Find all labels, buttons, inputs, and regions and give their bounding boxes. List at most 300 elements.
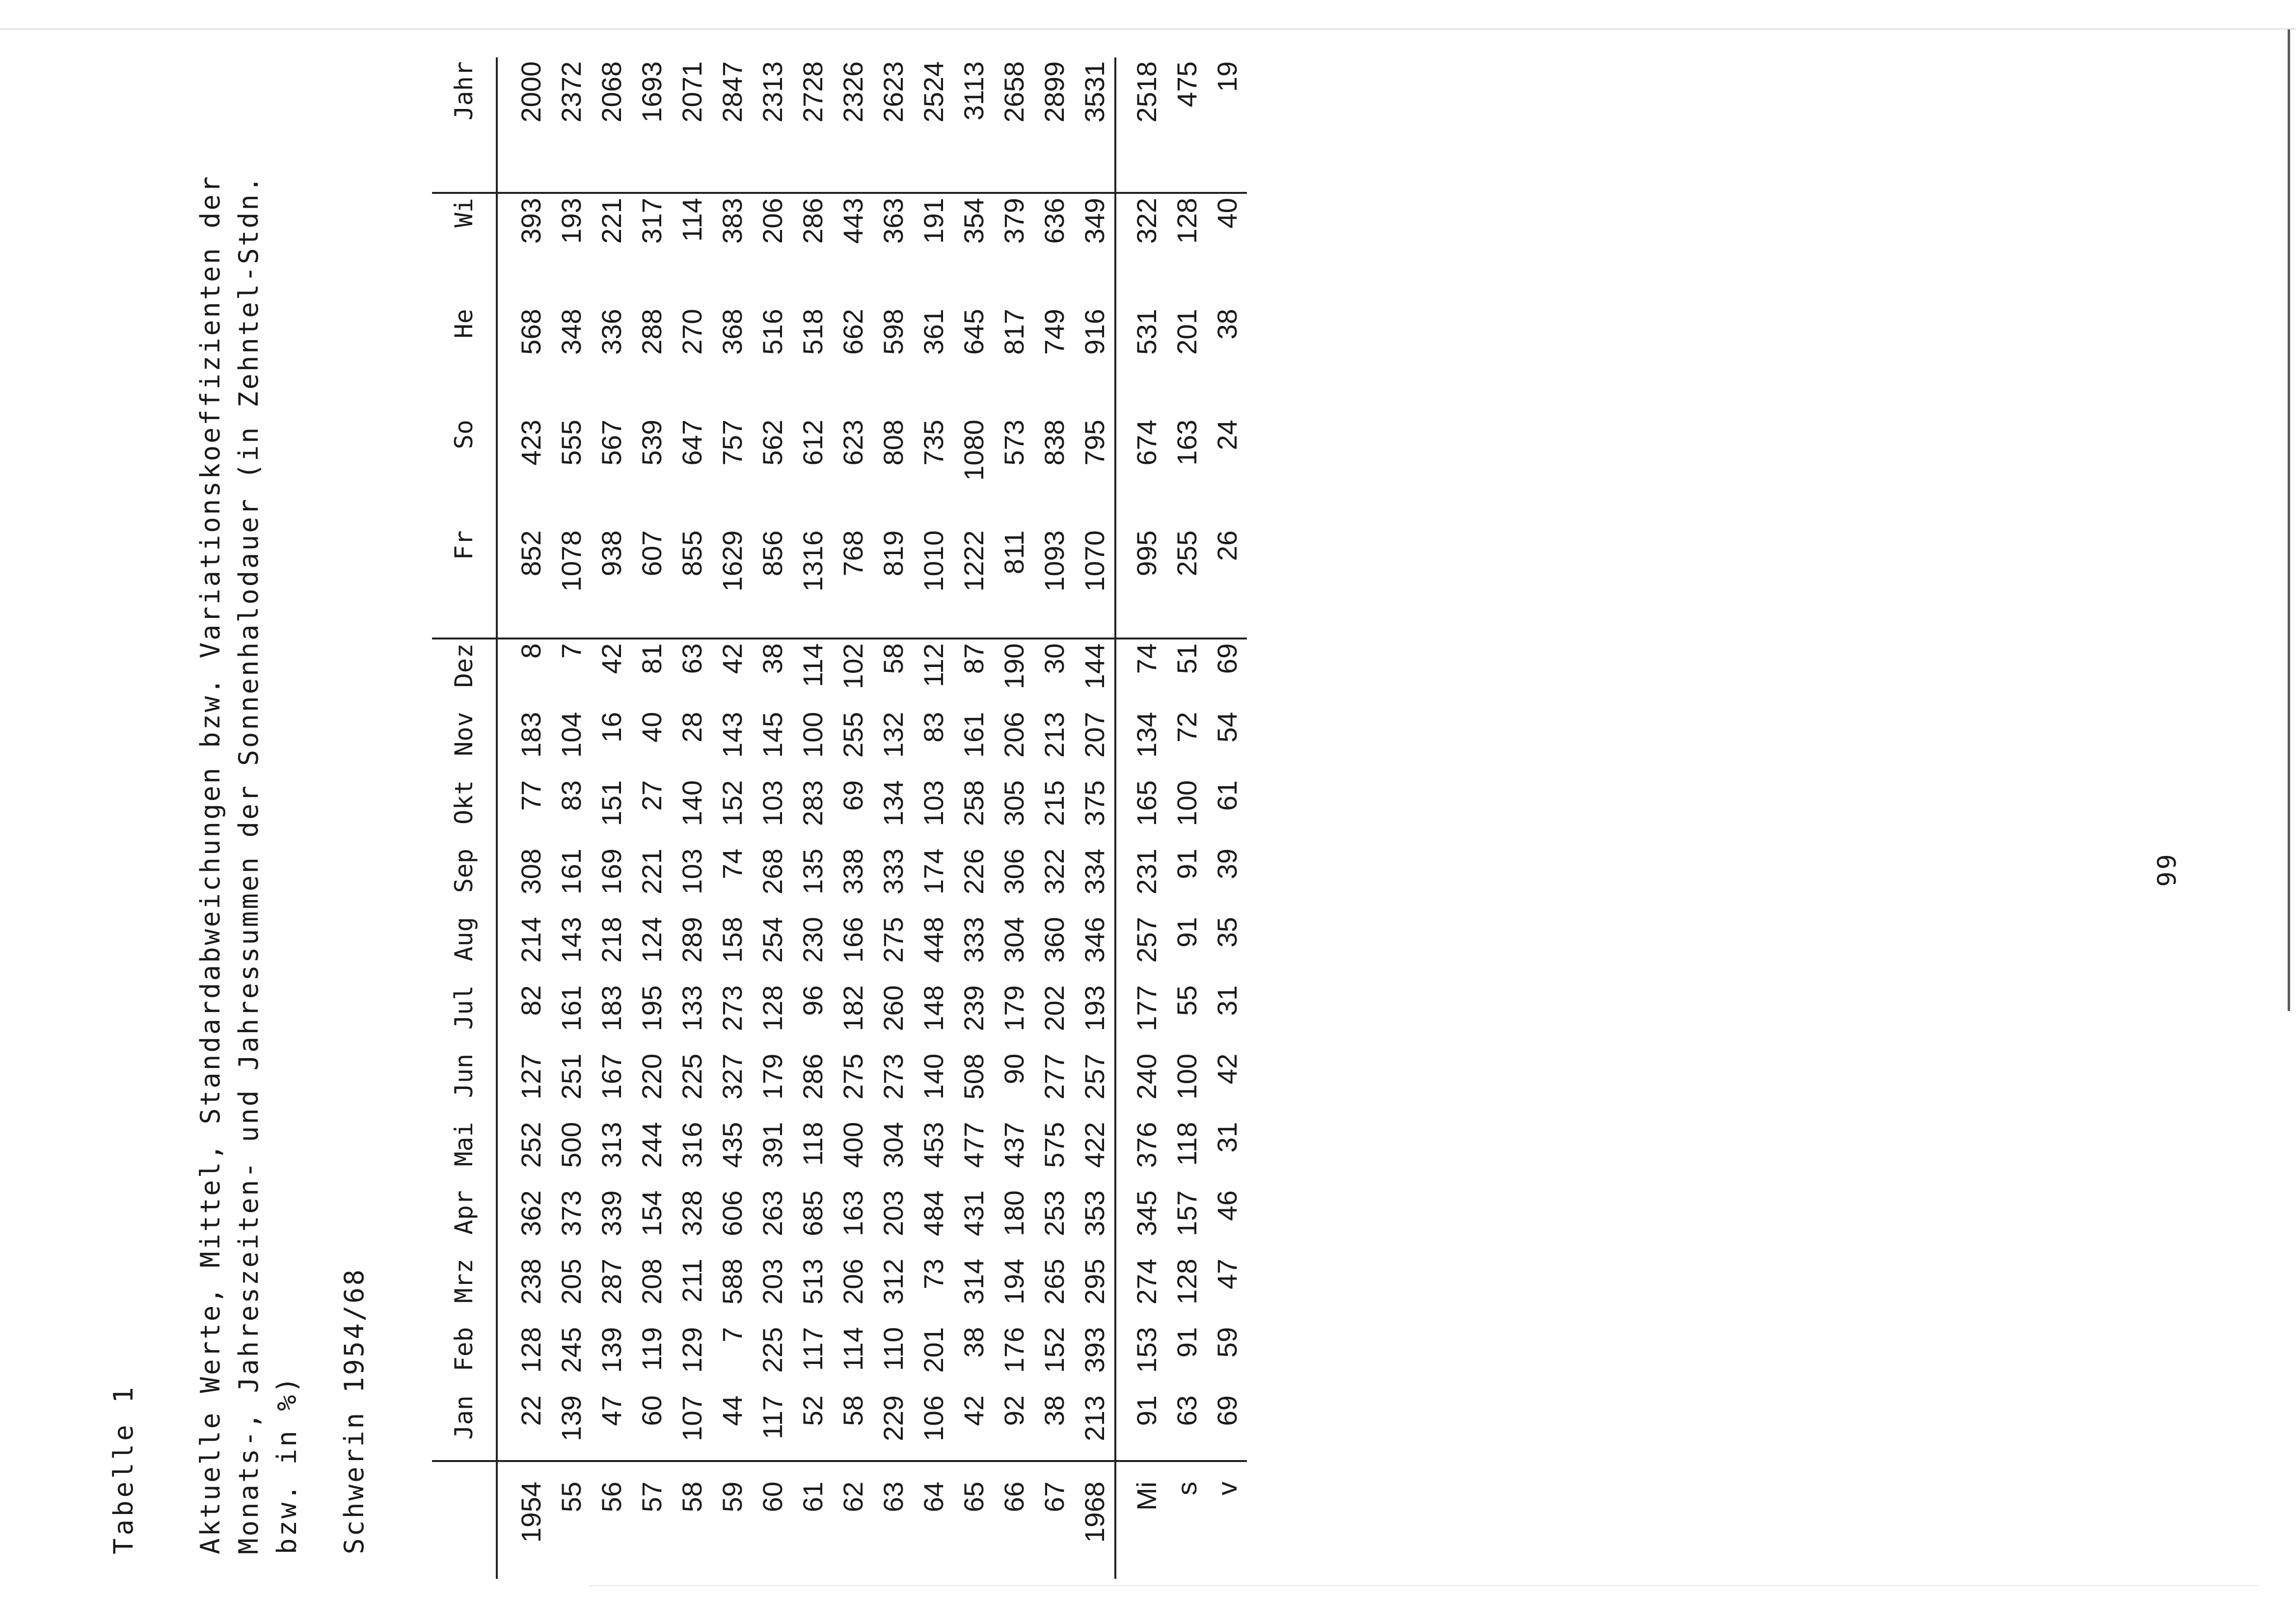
- value-cell: 100: [797, 712, 828, 758]
- value-cell: 346: [1079, 917, 1110, 963]
- value-cell: 143: [555, 917, 587, 963]
- value-cell: 161: [555, 849, 587, 895]
- value-cell: 153: [1115, 1323, 1166, 1391]
- value-cell: 245: [555, 1327, 587, 1373]
- value-cell: 27: [636, 780, 667, 811]
- value-cell: 38: [1038, 1395, 1070, 1426]
- column-header-mai: Mai: [432, 1118, 497, 1186]
- table-row: [672, 57, 712, 1579]
- column-header-sep: Sep: [432, 845, 497, 913]
- value-cell: 379: [998, 198, 1029, 244]
- value-cell: 2658: [994, 57, 1034, 193]
- table-row: [913, 57, 953, 1579]
- column-header-he: He: [432, 305, 497, 416]
- value-cell: 103: [676, 849, 707, 895]
- value-cell: 35: [1211, 917, 1243, 948]
- value-cell: 354: [958, 198, 989, 244]
- row-label: v: [1207, 1461, 1247, 1579]
- table-row: [873, 57, 913, 1579]
- value-cell: 539: [636, 420, 667, 466]
- value-cell: 177: [1115, 982, 1166, 1050]
- value-cell: 117: [797, 1327, 828, 1371]
- value-cell: 51: [1171, 643, 1202, 674]
- value-cell: 443: [837, 198, 868, 244]
- value-cell: 606: [716, 1190, 748, 1236]
- value-cell: 42: [595, 643, 627, 674]
- value-cell: 361: [918, 309, 949, 355]
- row-label: 58: [672, 1461, 712, 1579]
- value-cell: 218: [595, 917, 627, 963]
- value-cell: 201: [1171, 309, 1202, 355]
- value-cell: 393: [515, 198, 546, 244]
- value-cell: 154: [636, 1190, 667, 1236]
- value-cell: 283: [797, 780, 828, 826]
- table-row: [712, 57, 752, 1579]
- value-cell: 100: [1171, 780, 1202, 826]
- value-cell: 562: [756, 420, 788, 466]
- sunshine-halo-table: [432, 57, 1247, 1579]
- value-cell: 368: [716, 309, 748, 355]
- value-cell: 63: [1171, 1395, 1202, 1426]
- value-cell: 254: [756, 917, 788, 963]
- value-cell: 598: [877, 309, 909, 355]
- value-cell: 306: [998, 849, 1029, 895]
- value-cell: 255: [1166, 527, 1207, 639]
- value-cell: 114: [837, 1327, 868, 1371]
- value-cell: 31: [1211, 985, 1243, 1016]
- value-cell: 203: [756, 1258, 788, 1305]
- value-cell: 360: [1038, 917, 1070, 963]
- value-cell: 1693: [631, 57, 672, 193]
- value-cell: 313: [595, 1122, 627, 1168]
- caption-line: Aktuelle Werte, Mittel, Standardabweichungen bzw. Variationskoeffizienten der: [195, 174, 226, 1554]
- value-cell: 270: [676, 309, 707, 355]
- value-cell: 169: [595, 849, 627, 895]
- value-cell: 995: [1115, 527, 1166, 639]
- table-row: [631, 57, 672, 1579]
- value-cell: 44: [716, 1395, 748, 1426]
- row-label: 55: [551, 1461, 591, 1579]
- column-header-aug: Aug: [432, 913, 497, 981]
- value-cell: 518: [797, 309, 828, 355]
- row-label: 62: [833, 1461, 873, 1579]
- value-cell: 74: [716, 849, 748, 879]
- value-cell: 96: [797, 985, 828, 1016]
- value-cell: 165: [1115, 776, 1166, 845]
- value-cell: 47: [595, 1395, 627, 1426]
- table-row: [994, 57, 1034, 1579]
- value-cell: 274: [1115, 1255, 1166, 1323]
- value-cell: 206: [756, 198, 788, 244]
- value-cell: 588: [716, 1258, 748, 1305]
- table-row: [1034, 57, 1074, 1579]
- table-body: [497, 57, 1247, 1579]
- caption-line: Monats-, Jahreszeiten- und Jahressummen der Sonnenhalodauer (in Zehntel-Stdn.: [233, 174, 264, 1554]
- value-cell: 400: [837, 1122, 868, 1168]
- value-cell: 475: [1166, 57, 1207, 193]
- value-cell: 194: [998, 1258, 1029, 1305]
- value-cell: 312: [877, 1258, 909, 1305]
- table-label: Tabelle 1: [108, 1384, 139, 1554]
- value-cell: 376: [1115, 1118, 1166, 1186]
- value-cell: 856: [752, 527, 792, 639]
- column-header-so: So: [432, 416, 497, 527]
- value-cell: 163: [837, 1190, 868, 1236]
- caption-line: bzw. in %): [271, 1375, 302, 1554]
- value-cell: 749: [1038, 309, 1070, 355]
- column-header-jahr: Jahr: [432, 57, 497, 193]
- stats-row: [1166, 57, 1207, 1579]
- value-cell: 253: [1038, 1190, 1070, 1236]
- value-cell: 2623: [873, 57, 913, 193]
- value-cell: 129: [676, 1327, 707, 1373]
- value-cell: 2071: [672, 57, 712, 193]
- value-cell: 2899: [1034, 57, 1074, 193]
- value-cell: 114: [797, 643, 828, 688]
- value-cell: 225: [756, 1327, 788, 1373]
- row-label: s: [1166, 1461, 1207, 1579]
- value-cell: 179: [756, 1053, 788, 1100]
- value-cell: 304: [877, 1122, 909, 1168]
- value-cell: 336: [595, 309, 627, 355]
- value-cell: 191: [918, 198, 949, 244]
- row-label: 65: [953, 1461, 994, 1579]
- value-cell: 42: [1211, 1053, 1243, 1085]
- value-cell: 182: [837, 985, 868, 1032]
- value-cell: 251: [555, 1053, 587, 1100]
- value-cell: 206: [837, 1258, 868, 1305]
- value-cell: 183: [515, 712, 546, 758]
- year-column-header: [432, 1461, 497, 1579]
- value-cell: 916: [1079, 309, 1110, 355]
- value-cell: 2068: [591, 57, 631, 193]
- value-cell: 327: [716, 1053, 748, 1100]
- value-cell: 393: [1079, 1327, 1110, 1373]
- value-cell: 77: [515, 780, 546, 811]
- column-header-jul: Jul: [432, 982, 497, 1050]
- value-cell: 363: [877, 198, 909, 244]
- row-label: 61: [792, 1461, 833, 1579]
- value-cell: 852: [497, 527, 551, 639]
- value-cell: 124: [636, 917, 667, 963]
- value-cell: 435: [716, 1122, 748, 1168]
- value-cell: 103: [756, 780, 788, 826]
- row-label: 60: [752, 1461, 792, 1579]
- row-label: 64: [913, 1461, 953, 1579]
- table-row: [792, 57, 833, 1579]
- value-cell: 362: [515, 1190, 546, 1236]
- value-cell: 28: [676, 712, 707, 743]
- value-cell: 47: [1211, 1258, 1243, 1289]
- value-cell: 213: [1079, 1395, 1110, 1441]
- value-cell: 161: [958, 712, 989, 758]
- value-cell: 221: [595, 198, 627, 244]
- value-cell: 91: [1171, 1327, 1202, 1358]
- value-cell: 575: [1038, 1122, 1070, 1168]
- value-cell: 114: [676, 198, 707, 242]
- value-cell: 286: [797, 1053, 828, 1100]
- value-cell: 938: [591, 527, 631, 639]
- value-cell: 26: [1207, 527, 1247, 639]
- value-cell: 555: [555, 420, 587, 466]
- value-cell: 255: [837, 712, 868, 758]
- value-cell: 134: [877, 780, 909, 826]
- value-cell: 674: [1115, 416, 1166, 527]
- value-cell: 437: [998, 1122, 1029, 1168]
- value-cell: 373: [555, 1190, 587, 1236]
- value-cell: 176: [998, 1327, 1029, 1373]
- value-cell: 795: [1079, 420, 1110, 466]
- value-cell: 135: [797, 849, 828, 895]
- table-row: [497, 57, 551, 1579]
- value-cell: 104: [555, 712, 587, 758]
- value-cell: 573: [998, 420, 1029, 466]
- column-header-fr: Fr: [432, 527, 497, 639]
- row-label: Mi: [1115, 1461, 1166, 1579]
- value-cell: 287: [595, 1258, 627, 1305]
- value-cell: 167: [595, 1053, 627, 1100]
- value-cell: 42: [716, 643, 748, 674]
- value-cell: 305: [998, 780, 1029, 826]
- value-cell: 612: [797, 420, 828, 466]
- station-period: Schwerin 1954/68: [339, 1267, 370, 1554]
- value-cell: 339: [595, 1190, 627, 1236]
- value-cell: 90: [998, 1053, 1029, 1085]
- value-cell: 258: [958, 780, 989, 826]
- value-cell: 757: [716, 420, 748, 466]
- value-cell: 225: [676, 1053, 707, 1100]
- value-cell: 277: [1038, 1053, 1070, 1100]
- value-cell: 214: [515, 917, 546, 963]
- row-label: 56: [591, 1461, 631, 1579]
- value-cell: 152: [1038, 1327, 1070, 1373]
- value-cell: 163: [1171, 420, 1202, 466]
- value-cell: 134: [1115, 708, 1166, 776]
- value-cell: 275: [837, 1053, 868, 1100]
- value-cell: 128: [756, 985, 788, 1032]
- value-cell: 220: [636, 1053, 667, 1100]
- value-cell: 623: [837, 420, 868, 466]
- value-cell: 453: [918, 1122, 949, 1168]
- value-cell: 3113: [953, 57, 994, 193]
- value-cell: 69: [1211, 1395, 1243, 1426]
- value-cell: 817: [998, 309, 1029, 355]
- row-label: 63: [873, 1461, 913, 1579]
- value-cell: 252: [515, 1122, 546, 1168]
- value-cell: 161: [555, 985, 587, 1032]
- value-cell: 231: [1115, 845, 1166, 913]
- value-cell: 286: [797, 198, 828, 244]
- value-cell: 151: [595, 780, 627, 826]
- value-cell: 855: [672, 527, 712, 639]
- row-label: 1968: [1074, 1461, 1115, 1579]
- value-cell: 735: [918, 420, 949, 466]
- value-cell: 636: [1038, 198, 1070, 244]
- value-cell: 183: [595, 985, 627, 1032]
- value-cell: 240: [1115, 1050, 1166, 1118]
- value-cell: 273: [716, 985, 748, 1032]
- table-row: [1074, 57, 1115, 1579]
- value-cell: 38: [1211, 309, 1243, 340]
- value-cell: 72: [1171, 712, 1202, 743]
- value-cell: 174: [918, 849, 949, 895]
- row-label: 59: [712, 1461, 752, 1579]
- value-cell: 322: [1115, 193, 1166, 305]
- value-cell: 117: [756, 1395, 788, 1439]
- value-cell: 244: [636, 1122, 667, 1168]
- value-cell: 39: [1211, 849, 1243, 879]
- value-cell: 317: [636, 198, 667, 244]
- column-header-jun: Jun: [432, 1050, 497, 1118]
- value-cell: 273: [877, 1053, 909, 1100]
- value-cell: 516: [756, 309, 788, 355]
- value-cell: 808: [877, 420, 909, 466]
- value-cell: 38: [756, 643, 788, 674]
- value-cell: 308: [515, 849, 546, 895]
- value-cell: 647: [676, 420, 707, 466]
- value-cell: 322: [1038, 849, 1070, 895]
- value-cell: 81: [636, 643, 667, 674]
- value-cell: 607: [631, 527, 672, 639]
- value-cell: 58: [877, 643, 909, 674]
- value-cell: 91: [1171, 849, 1202, 879]
- column-header-jan: Jan: [432, 1391, 497, 1461]
- value-cell: 58: [837, 1395, 868, 1426]
- value-cell: 107: [676, 1395, 707, 1441]
- value-cell: 2847: [712, 57, 752, 193]
- value-cell: 230: [797, 917, 828, 963]
- value-cell: 2313: [752, 57, 792, 193]
- column-header-okt: Okt: [432, 776, 497, 845]
- value-cell: 91: [1171, 917, 1202, 948]
- header-row: [432, 57, 497, 1579]
- value-cell: 338: [837, 849, 868, 895]
- value-cell: 208: [636, 1258, 667, 1305]
- value-cell: 257: [1079, 1053, 1110, 1100]
- value-cell: 260: [877, 985, 909, 1032]
- value-cell: 295: [1079, 1258, 1110, 1305]
- column-header-mrz: Mrz: [432, 1255, 497, 1323]
- page-number: 99: [2153, 852, 2182, 887]
- value-cell: 63: [676, 643, 707, 674]
- value-cell: 46: [1211, 1190, 1243, 1221]
- value-cell: 73: [918, 1258, 949, 1289]
- value-cell: 19: [1207, 57, 1247, 193]
- value-cell: 448: [918, 917, 949, 963]
- value-cell: 145: [756, 712, 788, 758]
- value-cell: 345: [1115, 1186, 1166, 1254]
- value-cell: 3531: [1074, 57, 1115, 193]
- value-cell: 275: [877, 917, 909, 963]
- value-cell: 1093: [1034, 527, 1074, 639]
- value-cell: 180: [998, 1190, 1029, 1236]
- value-cell: 508: [958, 1053, 989, 1100]
- value-cell: 55: [1171, 985, 1202, 1016]
- value-cell: 1080: [958, 420, 989, 481]
- value-cell: 263: [756, 1190, 788, 1236]
- value-cell: 1316: [792, 527, 833, 639]
- value-cell: 112: [918, 643, 949, 688]
- value-cell: 334: [1079, 849, 1110, 895]
- value-cell: 662: [837, 309, 868, 355]
- value-cell: 513: [797, 1258, 828, 1305]
- value-cell: 202: [1038, 985, 1070, 1032]
- stats-row: [1115, 57, 1166, 1579]
- value-cell: 422: [1079, 1122, 1110, 1168]
- value-cell: 213: [1038, 712, 1070, 758]
- column-header-feb: Feb: [432, 1323, 497, 1391]
- value-cell: 118: [797, 1122, 828, 1166]
- value-cell: 132: [877, 712, 909, 758]
- value-cell: 239: [958, 985, 989, 1032]
- value-cell: 166: [837, 917, 868, 963]
- value-cell: 119: [636, 1327, 667, 1371]
- value-cell: 128: [1171, 1258, 1202, 1305]
- value-cell: 83: [918, 712, 949, 743]
- value-cell: 133: [676, 985, 707, 1032]
- value-cell: 257: [1115, 913, 1166, 981]
- value-cell: 383: [716, 198, 748, 244]
- value-cell: 40: [636, 712, 667, 743]
- value-cell: 567: [595, 420, 627, 466]
- value-cell: 158: [716, 917, 748, 963]
- value-cell: 531: [1115, 305, 1166, 416]
- value-cell: 268: [756, 849, 788, 895]
- value-cell: 1070: [1074, 527, 1115, 639]
- value-cell: 193: [1079, 985, 1110, 1032]
- value-cell: 42: [958, 1395, 989, 1426]
- value-cell: 2518: [1115, 57, 1166, 193]
- value-cell: 431: [958, 1190, 989, 1236]
- table-row: [752, 57, 792, 1579]
- value-cell: 221: [636, 849, 667, 895]
- value-cell: 203: [877, 1190, 909, 1236]
- value-cell: 40: [1211, 198, 1243, 229]
- value-cell: 265: [1038, 1258, 1070, 1305]
- value-cell: 211: [676, 1258, 707, 1303]
- value-cell: 314: [958, 1258, 989, 1305]
- value-cell: 143: [716, 712, 748, 758]
- value-cell: 140: [918, 1053, 949, 1100]
- value-cell: 1078: [551, 527, 591, 639]
- row-label: 66: [994, 1461, 1034, 1579]
- value-cell: 59: [1211, 1327, 1243, 1358]
- value-cell: 148: [918, 985, 949, 1032]
- value-cell: 152: [716, 780, 748, 826]
- value-cell: 106: [918, 1395, 949, 1441]
- value-cell: 140: [676, 780, 707, 826]
- value-cell: 229: [877, 1395, 909, 1441]
- value-cell: 118: [1171, 1122, 1202, 1166]
- stats-row: [1207, 57, 1247, 1579]
- value-cell: 139: [595, 1327, 627, 1373]
- value-cell: 69: [1211, 643, 1243, 674]
- value-cell: 157: [1171, 1190, 1202, 1236]
- value-cell: 190: [998, 643, 1029, 690]
- table-row: [551, 57, 591, 1579]
- value-cell: 289: [676, 917, 707, 963]
- value-cell: 333: [877, 849, 909, 895]
- value-cell: 103: [918, 780, 949, 826]
- value-cell: 100: [1171, 1053, 1202, 1100]
- value-cell: 128: [515, 1327, 546, 1373]
- column-header-apr: Apr: [432, 1186, 497, 1254]
- value-cell: 8: [515, 643, 546, 659]
- value-cell: 7: [716, 1327, 748, 1343]
- value-cell: 38: [958, 1327, 989, 1358]
- value-cell: 91: [1115, 1391, 1166, 1461]
- value-cell: 16: [595, 712, 627, 743]
